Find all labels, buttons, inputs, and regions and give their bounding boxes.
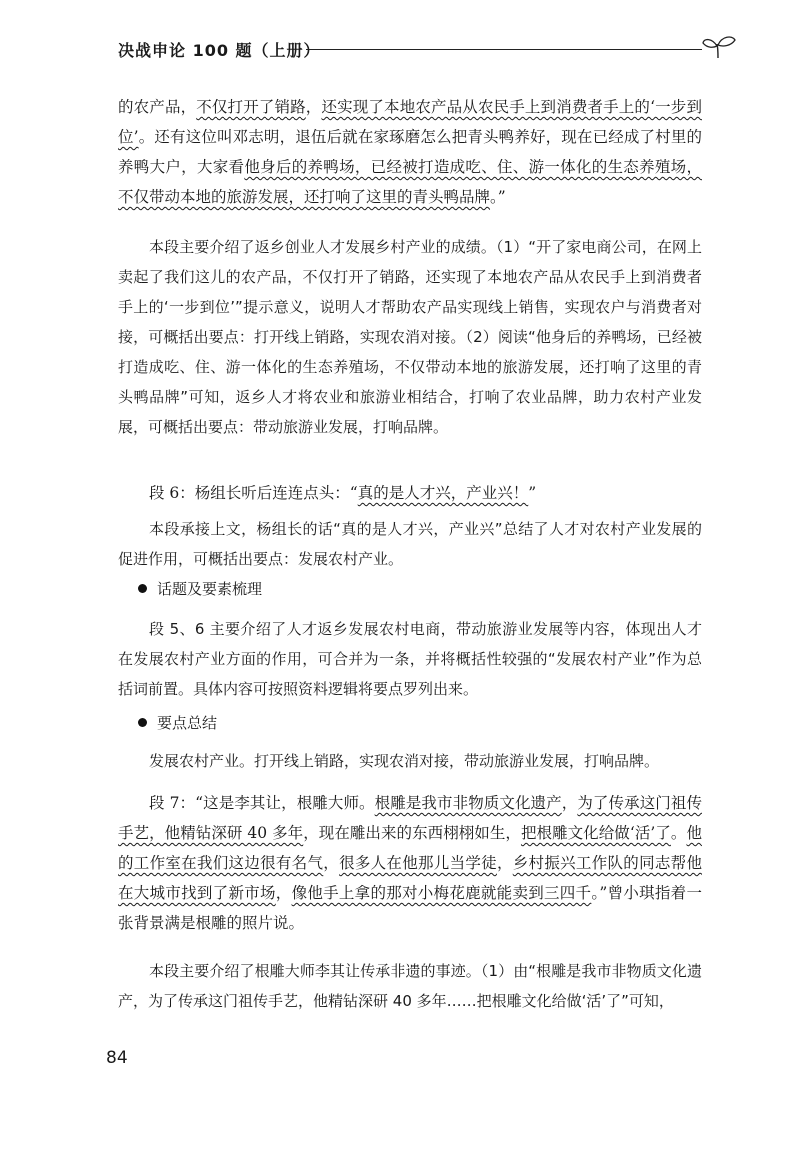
analysis-paragraph-6: 本段承接上文，杨组长的话“真的是人才兴，产业兴”总结了人才对农村产业发展的促进作用，可概括出要点：发展农村产业。	[118, 520, 702, 568]
bullet-dot-icon	[138, 584, 147, 593]
key-phrase: 他身后的养鸭场，已经被打造成吃、住、游一体化的生态养殖场，不仅带动本地的旅游发展，还打响了这里的青头鸭品牌	[118, 158, 702, 206]
header-rule	[306, 49, 702, 50]
running-header	[118, 38, 728, 66]
key-phrase: 把根雕文化给做‘活’了	[520, 824, 671, 842]
book-title: 决战申论 100 题（上册）	[118, 41, 321, 60]
material-paragraph-5-continued: 的农产品，不仅打开了销路，还实现了本地农产品从农民手上到消费者手上的‘一步到位’。还有这位叫邓志明，退伍后就在家琢磨怎么把青头鸭养好，现在已经成了村里的养鸭大户，大家看他身后的养鸭场，已经被打造成吃、住、游一体化的生态养殖场，不仅带动本地的旅游发展，还打响了这里的青头鸭品牌。”	[118, 98, 702, 206]
key-phrase: 很多人在他那儿当学徒	[339, 854, 497, 872]
material-paragraph-6: 段 6：杨组长听后连连点头：“真的是人才兴，产业兴！”	[149, 484, 537, 502]
key-phrase: 还实现了本地农产品从农民手上到消费者手上的‘一步到位’	[118, 98, 702, 146]
key-phrase: 根雕是我市非物质文化遗产	[374, 794, 562, 812]
section-heading-topics: 话题及要素梳理	[138, 578, 262, 599]
section-heading-summary: 要点总结	[138, 712, 217, 733]
analysis-paragraph-5: 本段主要介绍了返乡创业人才发展乡村产业的成绩。（1）“开了家电商公司，在网上卖起了我们这儿的农产品，不仅打开了销路，还实现了本地农产品从农民手上到消费者手上的‘一步到位’”提示意义，说明人才帮助农产品实现线上销售，实现农户与消费者对接，可概括出要点：打开线上销路，实现农消对接。（2）阅读“他身后的养鸭场，已经被打造成吃、住、游一体化的生态养殖场，不仅带动本地的旅游发展，还打响了这里的青头鸭品牌”可知，返乡人才将农业和旅游业相结合，打响了农业品牌，助力农村产业发展，可概括出要点：带动旅游业发展，打响品牌。	[118, 238, 702, 436]
key-phrase: 乡村振兴工作队的同志帮他在大城市找到了新市场	[118, 854, 702, 902]
key-phrase: 不仅打开了销路	[196, 98, 306, 116]
bullet-dot-icon	[138, 718, 147, 727]
summary-body: 发展农村产业。打开线上销路，实现农消对接，带动旅游业发展，打响品牌。	[149, 752, 660, 770]
analysis-paragraph-7: 本段主要介绍了根雕大师李其让传承非遗的事迹。（1）由“根雕是我市非物质文化遗产，为了传承这门祖传手艺，他精钻深研 40 多年……把根雕文化给做‘活’了”可知，	[118, 962, 702, 1010]
key-phrase: 像他手上拿的那对小梅花鹿就能卖到三四千	[291, 884, 592, 902]
key-phrase: 他的工作室在我们这边很有名气	[118, 824, 702, 872]
key-phrase: 为了传承这门祖传手艺，他精钻深研 40 多年	[118, 794, 702, 842]
topics-body: 段 5、6 主要介绍了人才返乡发展农村电商，带动旅游业发展等内容，体现出人才在发展农村产业方面的作用，可合并为一条，并将概括性较强的“发展农村产业”作为总括词前置。具体内容可按照资料逻辑将要点罗列出来。	[118, 620, 702, 698]
sprout-leaf-icon	[702, 34, 736, 60]
page-number: 84	[106, 1048, 128, 1068]
key-phrase: 真的是人才兴，产业兴！	[357, 484, 529, 502]
material-paragraph-7: 段 7：“这是李其让，根雕大师。根雕是我市非物质文化遗产，为了传承这门祖传手艺，他精钻深研 40 多年，现在雕出来的东西栩栩如生，把根雕文化给做‘活’了。他的工作室在我们这边很有名气，很多人在他那儿当学徒，乡村振兴工作队的同志帮他在大城市找到了新市场，像他手上拿的那对小梅花鹿就能卖到三四千。”曾小琪指着一张背景满是根雕的照片说。	[118, 794, 702, 932]
